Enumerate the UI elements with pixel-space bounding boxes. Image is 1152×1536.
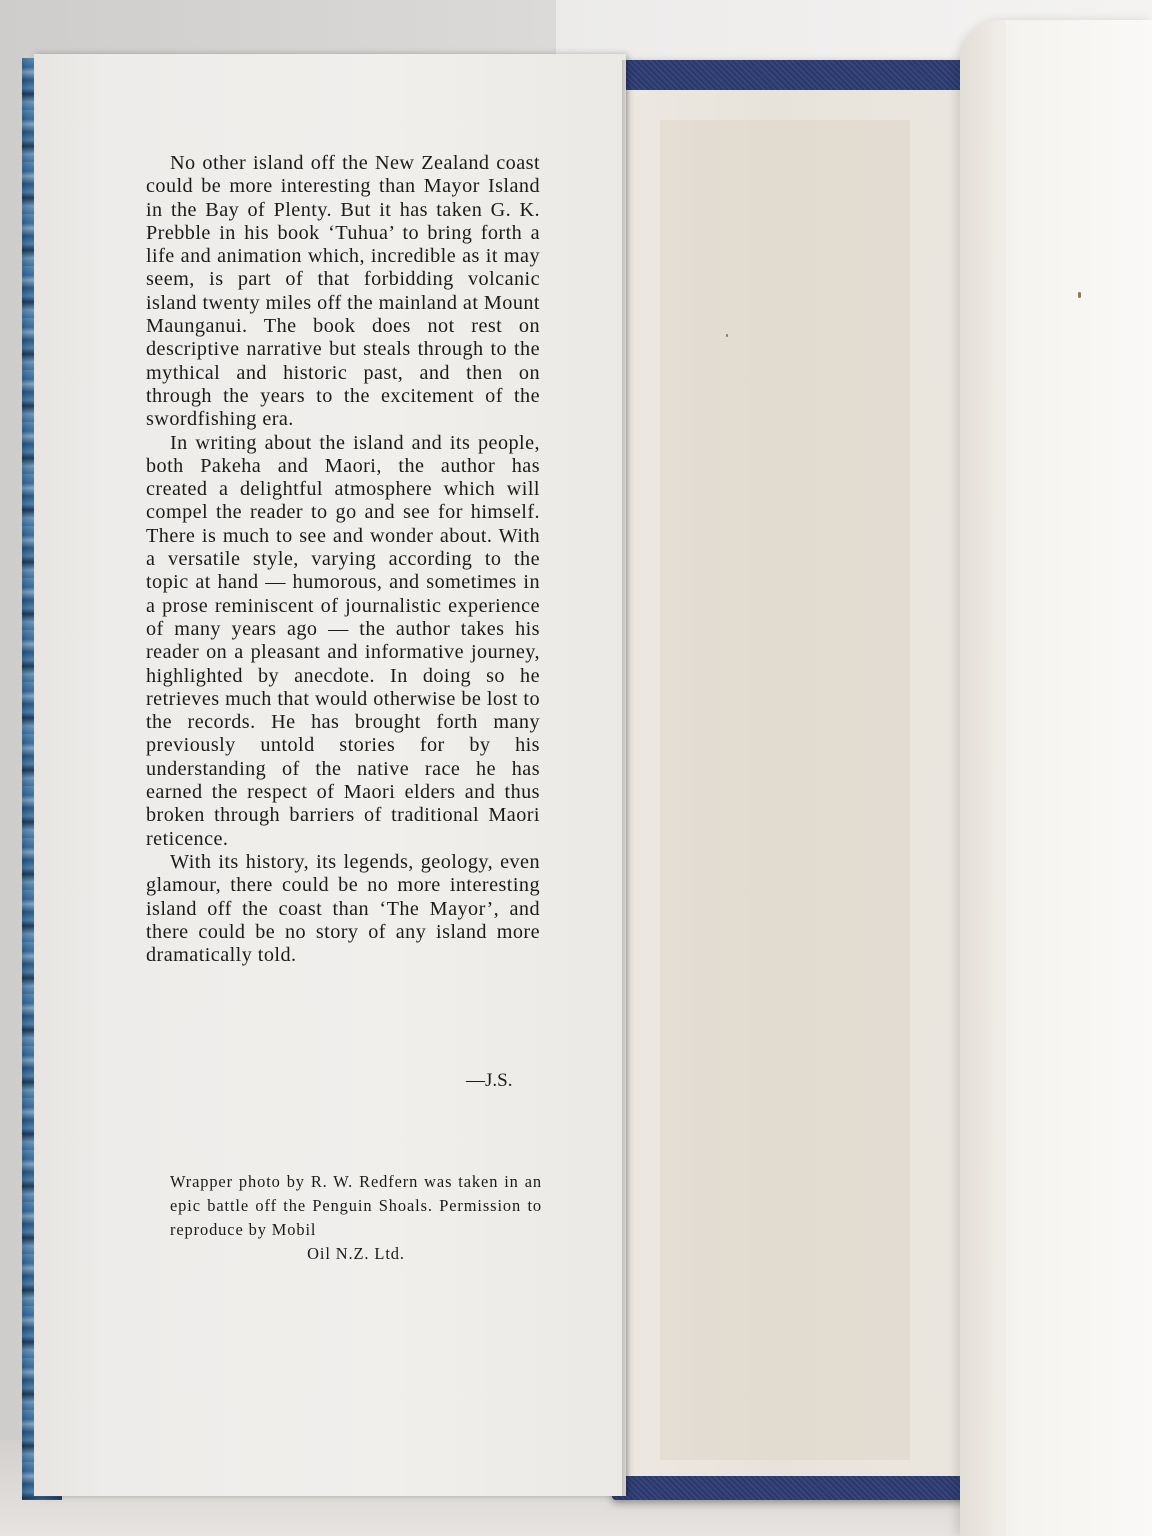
- blurb-paragraph: No other island off the New Zealand coast could be more interesting than Mayor Island in the Bay of Plenty. But it has taken G. K. Prebble in his book ‘Tuhua’ to bring forth a life and animation which, incredible as it may seem, is part of that forbidding volcanic island twenty miles off the mainland at Mount Maunganui. The book does not rest on descriptive narrative but steals through to the mythical and historic past, and then on through the years to the excitement of the swordfishing era.: [146, 152, 540, 431]
- paper-speck: [726, 334, 728, 337]
- blurb-paragraph: With its history, its legends, geology, even glamour, there could be no more interesting island off the coast than ‘The Mayor’, and there could be no story of any island more dramatically told.: [146, 850, 540, 967]
- blurb-paragraph: In writing about the island and its people, both Pakeha and Maori, the author has created a delightful atmosphere which will compel the reader to go and see for himself. There is much to see and wonder about. With a versatile style, varying according to the topic at hand — humorous, and sometimes in a prose reminiscent of journalistic experience of many years ago — the author takes his reader on a pleasant and informative journey, highlighted by anecdote. In doing so he retrieves much that would otherwise be lost to the records. He has brought forth many previously untold stories for by his understanding of the native race he has earned the respect of Maori elders and thus broken through barriers of traditional Maori reticence.: [146, 431, 540, 850]
- blurb-text: [146, 152, 540, 967]
- paper-speck: [1078, 292, 1081, 298]
- photo-credit-text: Wrapper photo by R. W. Redfern was taken in an epic battle off the Penguin Shoals. Permission to reproduce by Mobil: [170, 1172, 542, 1239]
- blurb-signature: —J.S.: [466, 1070, 513, 1091]
- endpaper-discoloration: [660, 120, 910, 1460]
- flap-shadow: [622, 60, 630, 1496]
- photo-credit-last-line: Oil N.Z. Ltd.: [307, 1244, 405, 1263]
- page-edge: [960, 20, 1006, 1536]
- photo-credit: [170, 1170, 542, 1266]
